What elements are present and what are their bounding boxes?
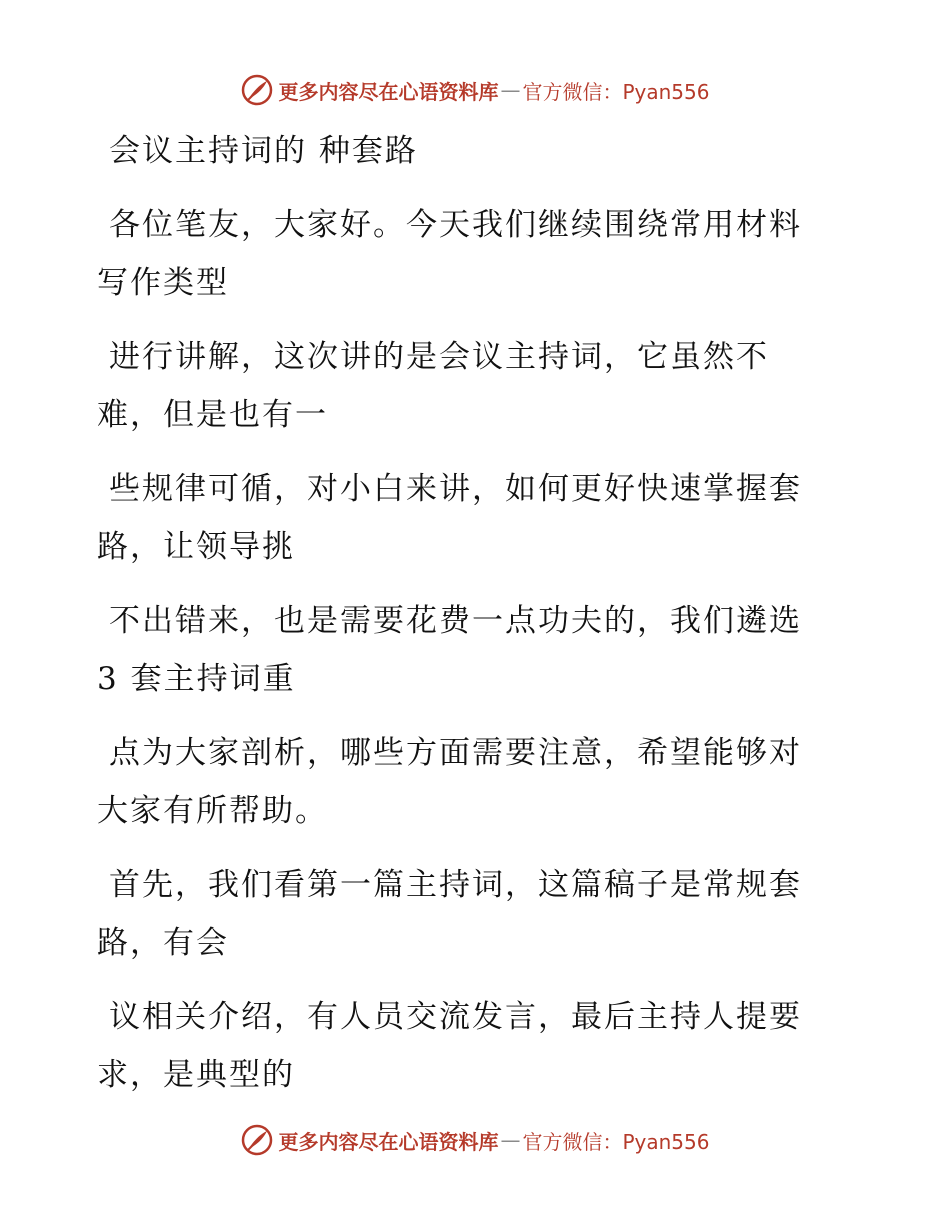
paragraph xyxy=(97,724,837,840)
paragraph-line: 点为大家剖析，哪些方面需要注意，希望能够对 xyxy=(109,735,802,771)
paragraph-line: 议相关介绍，有人员交流发言，最后主持人提要 xyxy=(109,999,802,1035)
paragraph-line: 各位笔友，大家好。今天我们继续围绕常用材料 xyxy=(109,207,802,243)
paragraph-line: 些规律可循，对小白来讲，如何更好快速掌握套 xyxy=(109,471,802,507)
header-watermark xyxy=(0,70,950,110)
paragraph-line: 路，让领导挑 xyxy=(97,529,295,565)
paragraph-line: 路，有会 xyxy=(97,925,229,961)
watermark-text: 更多内容尽在心语资料库 xyxy=(278,1129,499,1154)
watermark-text: 更多内容尽在心语资料库 xyxy=(278,79,499,104)
paragraph-line: 不出错来，也是需要花费一点功夫的，我们遴选 xyxy=(109,603,802,639)
paragraph-line: 3 套主持词重 xyxy=(97,661,296,697)
paragraph xyxy=(97,328,837,444)
paragraph xyxy=(97,988,837,1104)
watermark-dash: — xyxy=(500,78,521,102)
paragraph-line: 写作类型 xyxy=(97,265,229,301)
paragraph-line: 进行讲解，这次讲的是会议主持词，它虽然不 xyxy=(109,339,769,375)
document-title: 会议主持词的 种套路 xyxy=(109,133,418,169)
document-body xyxy=(97,122,837,1104)
paragraph xyxy=(97,196,837,312)
paragraph-line: 求，是典型的 xyxy=(97,1057,295,1093)
paragraph-line: 首先，我们看第一篇主持词，这篇稿子是常规套 xyxy=(109,867,802,903)
paragraph-line: 大家有所帮助。 xyxy=(97,793,328,829)
paragraph-line: 难，但是也有一 xyxy=(97,397,328,433)
paragraph xyxy=(97,460,837,576)
paragraph xyxy=(97,856,837,972)
watermark-contact: 官方微信：Pyan556 xyxy=(522,1129,710,1154)
footer-watermark xyxy=(0,1120,950,1160)
paragraph xyxy=(97,592,837,708)
watermark-contact: 官方微信：Pyan556 xyxy=(522,79,710,104)
feather-pen-icon xyxy=(240,1123,274,1157)
feather-pen-icon xyxy=(240,73,274,107)
watermark-dash: — xyxy=(500,1128,521,1152)
